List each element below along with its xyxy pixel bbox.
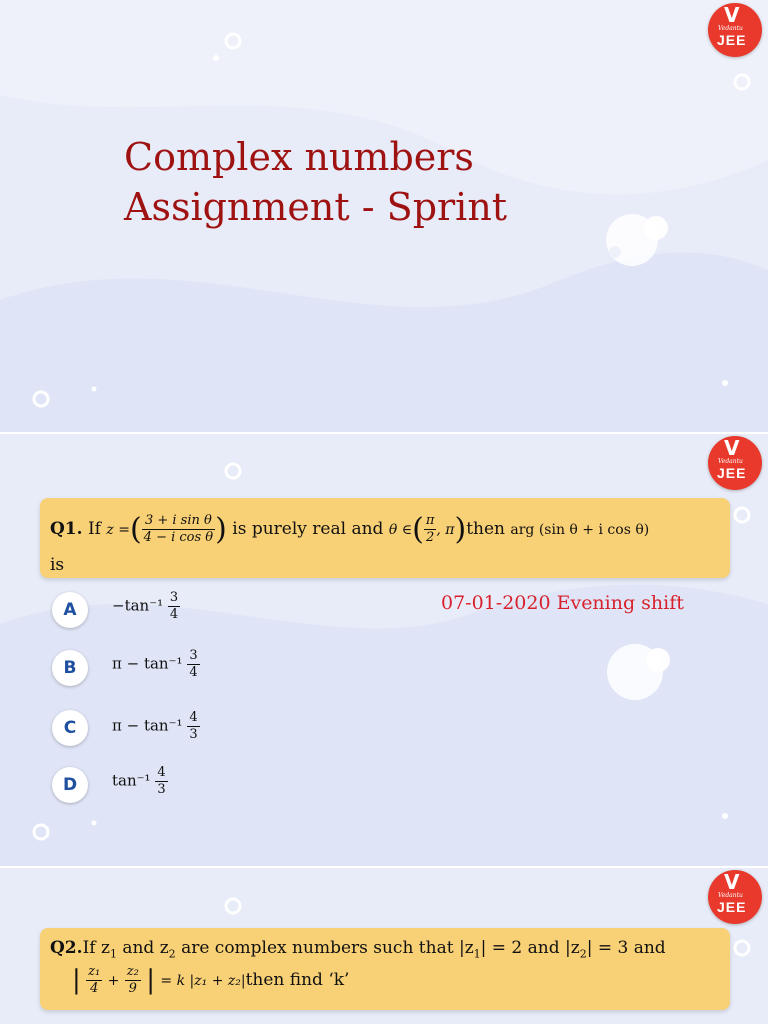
question-2-slide: [0, 868, 768, 1024]
math-comma-pi: , π: [436, 522, 455, 538]
exam-shift-label: 07-01-2020 Evening shift: [441, 592, 684, 614]
subscript: 2: [168, 947, 176, 961]
vedantu-jee-logo: [708, 436, 762, 490]
question-1-box: [40, 498, 730, 578]
option-prefix: π − tan⁻¹: [112, 654, 183, 673]
question-text: then: [466, 519, 505, 539]
fraction-denominator: 3: [157, 782, 166, 797]
fraction-numerator: 3 + i sin θ: [142, 513, 215, 530]
fraction-denominator: 9: [128, 981, 137, 996]
question-text: | = 3 and: [586, 938, 666, 958]
math-equals-k: = k |z₁ + z₂|: [160, 973, 246, 989]
logo-brand: Vedantu: [718, 892, 743, 899]
option-prefix: π − tan⁻¹: [112, 716, 183, 735]
question-text: are complex numbers such that |z: [175, 938, 474, 958]
math-fraction: [424, 513, 437, 546]
option-letter-badge[interactable]: A: [52, 592, 88, 628]
left-paren: (: [412, 512, 424, 547]
logo-v-mark: V: [724, 436, 740, 460]
logo-brand: Vedantu: [718, 458, 743, 465]
fraction-numerator: 3: [189, 648, 198, 663]
fraction-denominator: 4: [169, 607, 179, 622]
math-fraction: [86, 964, 102, 997]
question-text: and z: [116, 938, 169, 958]
logo-product: JEE: [717, 899, 747, 915]
logo-product: JEE: [717, 32, 747, 48]
option-fraction: [155, 765, 167, 798]
subscript: 2: [579, 947, 587, 961]
fraction-numerator: 3: [169, 590, 179, 605]
left-paren: (: [129, 512, 142, 547]
logo-v-mark: V: [724, 870, 740, 894]
math-fraction: [142, 513, 215, 546]
option-text: [112, 765, 168, 798]
fraction-numerator: z₂: [126, 964, 139, 979]
option-fraction: [187, 710, 199, 743]
question-text: is: [50, 555, 65, 575]
fraction-denominator: 4: [90, 981, 99, 996]
title-line-2: Assignment - Sprint: [124, 185, 508, 229]
logo-v-mark: V: [724, 3, 740, 27]
fraction-denominator: 2: [425, 530, 435, 545]
fraction-numerator: 4: [157, 765, 166, 780]
logo-product: JEE: [717, 465, 747, 481]
question-text: is purely real and: [232, 519, 384, 539]
option-letter-badge[interactable]: B: [52, 650, 88, 686]
logo-brand: Vedantu: [718, 25, 743, 32]
option-text: [112, 648, 200, 681]
question-text: then find ‘k’: [245, 970, 350, 990]
option-prefix: tan⁻¹: [112, 771, 151, 790]
question-1-line-1: [50, 512, 649, 547]
fraction-denominator: 4: [189, 665, 198, 680]
page-title: [124, 132, 507, 232]
option-fraction: [168, 590, 180, 623]
fraction-numerator: π: [425, 513, 435, 528]
question-2-line-1: [50, 938, 666, 960]
right-paren: ): [454, 512, 467, 547]
fraction-numerator: z₁: [88, 964, 101, 979]
option-fraction: [187, 648, 199, 681]
right-paren: ): [215, 512, 227, 547]
subscript: 1: [473, 947, 481, 961]
question-1-slide: [0, 434, 768, 866]
option-letter-badge[interactable]: C: [52, 710, 88, 746]
abs-bar-right: |: [146, 965, 156, 996]
option-prefix: −tan⁻¹: [112, 596, 164, 615]
math-arg-expression: arg (sin θ + i cos θ): [510, 522, 650, 538]
title-line-1: Complex numbers: [124, 135, 474, 179]
option-letter-badge[interactable]: D: [52, 767, 88, 803]
vedantu-jee-logo: [708, 3, 762, 57]
question-number: Q2.: [50, 938, 83, 958]
question-text: | = 2 and |z: [480, 938, 580, 958]
math-plus: +: [107, 973, 120, 989]
question-2-box: [40, 928, 730, 1010]
subscript: 1: [109, 947, 117, 961]
question-text: If z: [82, 938, 110, 958]
fraction-numerator: 4: [189, 710, 198, 725]
fraction-denominator: 3: [189, 727, 198, 742]
math-theta-in: θ ∈: [388, 522, 413, 538]
question-2-line-2: [72, 964, 349, 997]
math-fraction: [125, 964, 141, 997]
option-text: [112, 590, 180, 623]
title-slide: [0, 0, 768, 432]
question-text: If: [87, 519, 101, 539]
question-number: Q1.: [50, 519, 83, 539]
vedantu-jee-logo: [708, 870, 762, 924]
abs-bar-left: |: [72, 965, 81, 996]
math-z-equals: z =: [106, 522, 130, 538]
fraction-denominator: 4 − i cos θ: [143, 530, 214, 545]
option-text: [112, 710, 200, 743]
